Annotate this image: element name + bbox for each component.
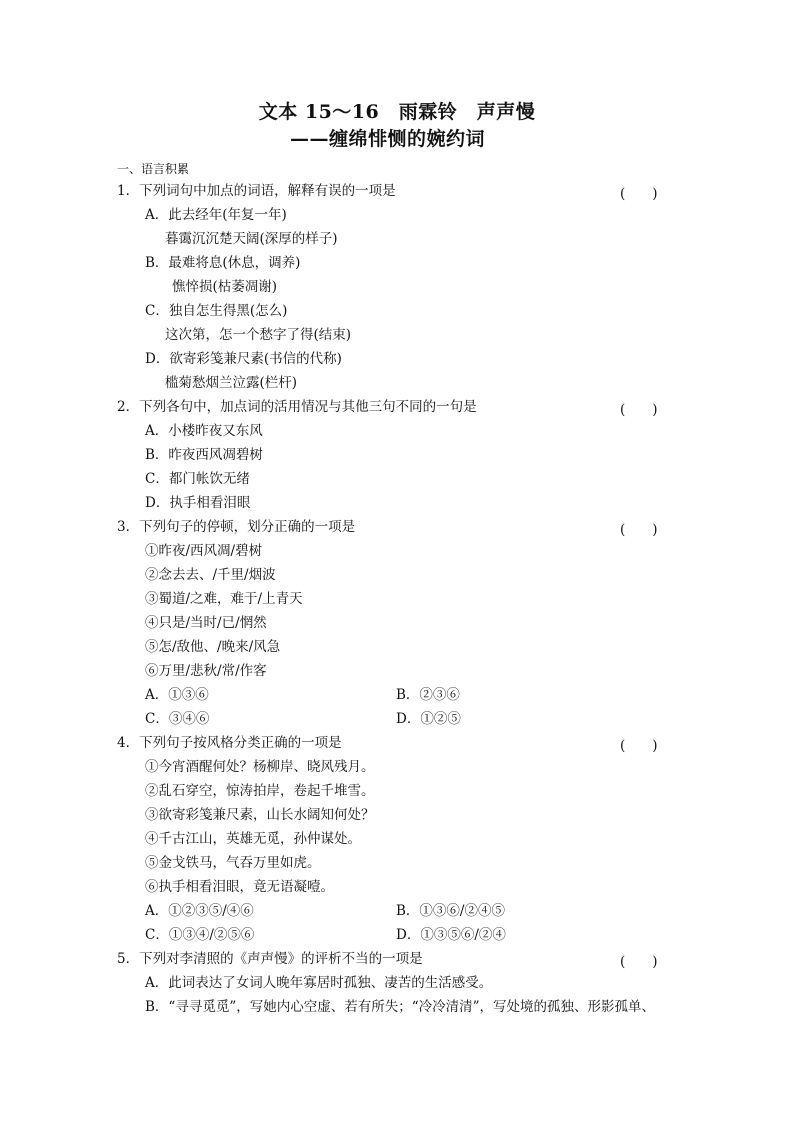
q1-option-d: D．欲寄彩笺兼尺素(书信的代称) xyxy=(145,351,342,367)
q4-option-d: D．①③⑤⑥/②④ xyxy=(396,927,506,943)
question-3-answer-blank: ( ) xyxy=(620,522,658,538)
q3-item-2: ②念去去、/千里/烟波 xyxy=(145,567,276,583)
q1-option-b-line2: 憔悴损(枯萎凋谢) xyxy=(172,279,278,295)
section-heading: 一、语言积累 xyxy=(117,162,190,176)
q2-option-b: B．昨夜西风凋碧树 xyxy=(145,447,263,463)
q2-option-c: C．都门帐饮无绪 xyxy=(145,471,250,487)
q3-option-b: B．②③⑥ xyxy=(396,687,460,703)
q5-option-a: A．此词表达了女词人晚年寡居时孤独、凄苦的生活感受。 xyxy=(145,975,493,991)
q1-option-c-line2: 这次第，怎一个愁字了得(结束) xyxy=(165,327,352,343)
question-1-answer-blank: ( ) xyxy=(620,186,658,202)
q4-item-4: ④千古江山，英雄无觅，孙仲谋处。 xyxy=(145,831,361,847)
q3-item-6: ⑥万里/悲秋/常/作客 xyxy=(145,663,267,679)
q4-option-b: B．①③⑥/②④⑤ xyxy=(396,903,505,919)
q2-option-d: D．执手相看泪眼 xyxy=(145,495,251,511)
q4-item-5: ⑤金戈铁马，气吞万里如虎。 xyxy=(145,855,321,871)
q3-item-1: ①昨夜/西风凋/碧树 xyxy=(145,543,263,559)
q3-item-5: ⑤怎/敌他、/晚来/风急 xyxy=(145,639,281,655)
q4-item-1: ①今宵酒醒何处？杨柳岸、晓风残月。 xyxy=(145,759,375,775)
question-1-stem: 1．下列词句中加点的词语，解释有误的一项是 xyxy=(117,183,396,199)
question-2-stem: 2．下列各句中，加点词的活用情况与其他三句不同的一句是 xyxy=(117,399,477,415)
q3-option-d: D．①②⑤ xyxy=(396,711,461,727)
question-5-stem: 5．下列对李清照的《声声慢》的评析不当的一项是 xyxy=(117,951,423,967)
q3-option-c: C．③④⑥ xyxy=(145,711,210,727)
q1-option-c: C．独自怎生得黑(怎么) xyxy=(145,303,288,319)
q1-option-a-line2: 暮霭沉沉楚天阔(深厚的样子) xyxy=(165,231,338,247)
question-5-answer-blank: ( ) xyxy=(620,954,658,970)
q2-option-a: A．小楼昨夜又东风 xyxy=(145,423,263,439)
question-4-stem: 4．下列句子按风格分类正确的一项是 xyxy=(117,735,342,751)
q1-option-a: A．此去经年(年复一年) xyxy=(145,207,287,223)
q4-option-a: A．①②③⑤/④⑥ xyxy=(145,903,254,919)
q3-item-3: ③蜀道/之难，难于/上青天 xyxy=(145,591,303,607)
q3-option-a: A．①③⑥ xyxy=(145,687,209,703)
q4-item-3: ③欲寄彩笺兼尺素，山长水阔知何处？ xyxy=(145,807,375,823)
question-4-answer-blank: ( ) xyxy=(620,738,658,754)
question-2-answer-blank: ( ) xyxy=(620,402,658,418)
q5-option-b: B．“寻寻觅觅”，写她内心空虚、若有所失；“冷冷清清”，写处境的孤独、形影孤单、 xyxy=(145,999,656,1015)
question-3-stem: 3．下列句子的停顿，划分正确的一项是 xyxy=(117,519,356,535)
q3-item-4: ④只是/当时/已/惘然 xyxy=(145,615,267,631)
q4-option-c: C．①③④/②⑤⑥ xyxy=(145,927,255,943)
q1-option-d-line2: 槛菊愁烟兰泣露(栏杆) xyxy=(165,375,298,391)
q1-option-b: B．最难将息(休息，调养) xyxy=(145,255,301,271)
page-title: 文本 15～16 雨霖铃 声声慢 xyxy=(258,101,536,123)
page-subtitle: ——缠绵悱恻的婉约词 xyxy=(290,128,486,150)
q4-item-2: ②乱石穿空，惊涛拍岸，卷起千堆雪。 xyxy=(145,783,375,799)
q4-item-6: ⑥执手相看泪眼，竟无语凝噎。 xyxy=(145,879,334,895)
